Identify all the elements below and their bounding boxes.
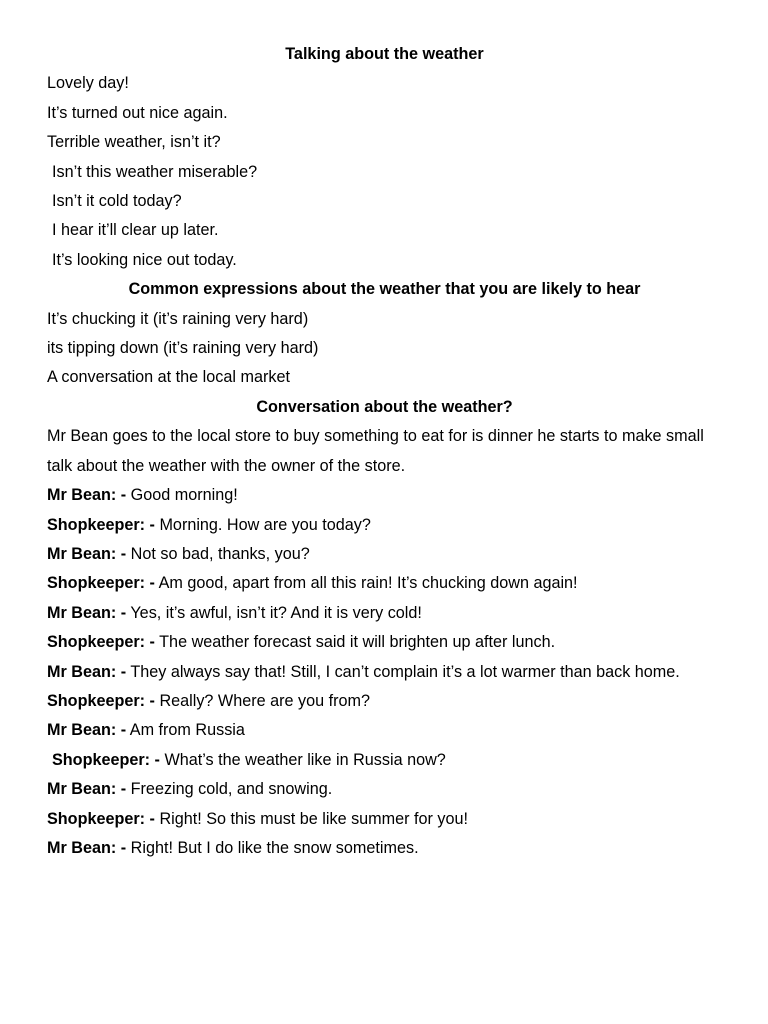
speaker-label: Mr Bean: - (47, 780, 127, 799)
dialogue-line (47, 540, 722, 569)
dialogue-text: Good morning! (130, 486, 238, 505)
phrase-item: It’s looking nice out today. (52, 250, 237, 269)
phrase-item: Terrible weather, isn’t it? (47, 133, 221, 152)
speaker-label: Mr Bean: - (47, 721, 127, 740)
phrase-item: Isn’t it cold today? (52, 192, 182, 211)
speaker-label: Shopkeeper: - (47, 515, 155, 534)
dialogue-text: Right! But I do like the snow sometimes. (130, 838, 419, 857)
document-title: Talking about the weather (285, 45, 484, 63)
speaker-label: Mr Bean: - (47, 838, 127, 857)
dialogue-line (47, 599, 722, 628)
conversation-intro: Mr Bean goes to the local store to buy something to eat for is dinner he starts to make small talk about the weather with the owner of the store. (47, 427, 704, 475)
expression-item: It’s chucking it (it’s raining very hard) (47, 309, 309, 328)
dialogue-text: The weather forecast said it will brighten up after lunch. (159, 633, 556, 652)
dialogue-line (47, 481, 722, 510)
dialogue-text: What’s the weather like in Russia now? (164, 750, 446, 769)
dialogue-text: Freezing cold, and snowing. (130, 780, 333, 799)
dialogue-text: Really? Where are you from? (159, 691, 370, 710)
dialogue-text: Yes, it’s awful, isn’t it? And it is very cold! (130, 603, 422, 622)
dialogue-text: Right! So this must be like summer for you! (159, 809, 469, 828)
common-expressions-heading: Common expressions about the weather that you are likely to hear (128, 280, 641, 299)
speaker-label: Shopkeeper: - (47, 633, 155, 652)
dialogue-line (47, 775, 722, 804)
dialogue-line (47, 628, 722, 657)
phrase-item: I hear it’ll clear up later. (52, 221, 219, 240)
speaker-label: Shopkeeper: - (47, 691, 155, 710)
speaker-label: Shopkeeper: - (47, 574, 155, 593)
conversation-heading: Conversation about the weather? (256, 397, 513, 416)
speaker-label: Mr Bean: - (47, 603, 127, 622)
dialogue-line (47, 658, 722, 687)
dialogue-text: They always say that! Still, I can’t complain it’s a lot warmer than back home. (130, 662, 680, 681)
dialogue-line (47, 746, 722, 775)
speaker-label: Mr Bean: - (47, 662, 127, 681)
dialogue-line (47, 834, 722, 863)
dialogue-line (47, 511, 722, 540)
phrase-item: Isn’t this weather miserable? (52, 162, 258, 181)
dialogue-text: Am from Russia (129, 721, 245, 740)
dialogue-text: Morning. How are you today? (159, 515, 371, 534)
speaker-label: Shopkeeper: - (47, 809, 155, 828)
dialogue-line (47, 805, 722, 834)
dialogue-text: Am good, apart from all this rain! It’s chucking down again! (158, 574, 578, 593)
expression-item: its tipping down (it’s raining very hard) (47, 339, 319, 358)
speaker-label: Mr Bean: - (47, 486, 127, 505)
expression-item: A conversation at the local market (47, 368, 290, 387)
phrase-item: It’s turned out nice again. (47, 103, 228, 122)
speaker-label: Shopkeeper: - (52, 750, 160, 769)
dialogue-line (47, 716, 722, 745)
dialogue-text: Not so bad, thanks, you? (130, 544, 310, 563)
speaker-label: Mr Bean: - (47, 544, 127, 563)
dialogue-line (47, 687, 722, 716)
phrase-item: Lovely day! (47, 74, 129, 93)
dialogue-line (47, 569, 722, 598)
